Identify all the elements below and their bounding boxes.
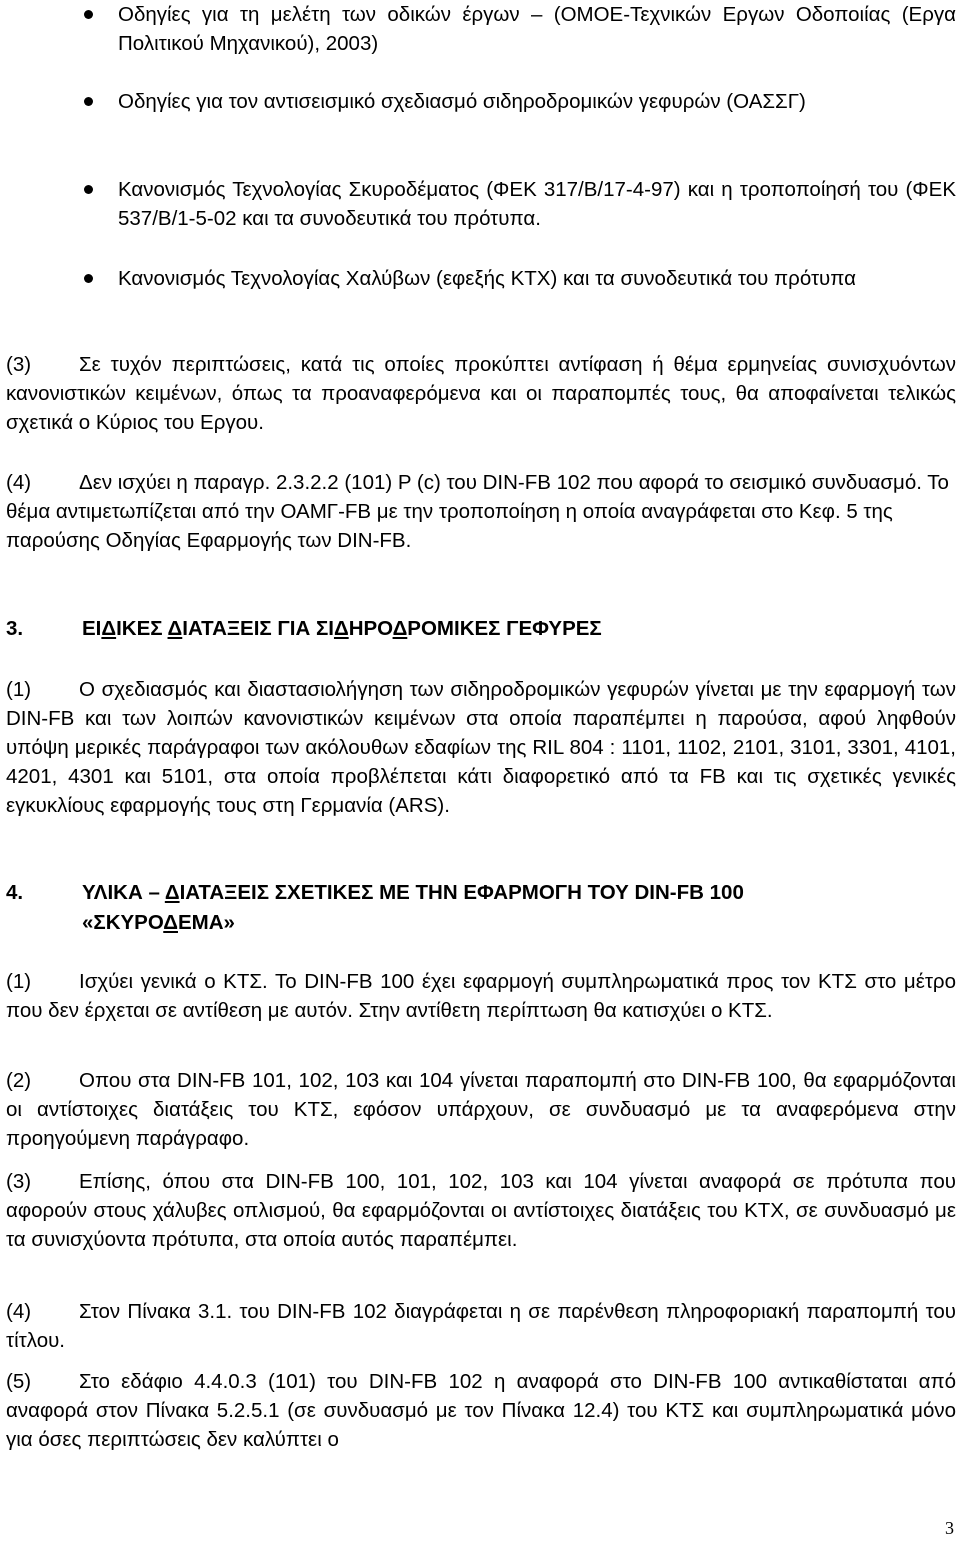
list-item-text: Κανονισμός Τεχνολογίας Σκυροδέματος (ΦΕΚ 317/Β/17-4-97) και η τροποποίησή του (ΦΕΚ 537/Β/1-5-02 και τα συνοδευτικά του πρότυπα. xyxy=(118,178,956,230)
page-number: 3 xyxy=(945,1518,954,1538)
paragraph-text: Οπου στα DIN-FB 101, 102, 103 και 104 γίνεται παραπομπή στο DIN-FB 100, θα εφαρμόζονται οι αντίστοιχες διατάξεις του ΚΤΣ, εφόσον υπάρχουν, σε συνδυασμό με τα αναφερόμενα στην προηγούμενη παράγραφο. xyxy=(6,1069,956,1150)
paragraph xyxy=(6,1367,956,1454)
section-number: 4. xyxy=(6,881,24,904)
paragraph xyxy=(6,1297,956,1355)
paragraph-number: (1) xyxy=(6,678,32,701)
paragraph-text: Ισχύει γενικά ο ΚΤΣ. Το DIN-FB 100 έχει εφαρμογή συμπληρωματικά προς τον ΚΤΣ στο μέτρο που δεν έρχεται σε αντίθεση με αυτόν. Στην αντίθετη περίπτωση θα κατισχύει ο ΚΤΣ. xyxy=(6,970,956,1022)
paragraph-text: Στον Πίνακα 3.1. του DIN-FB 102 διαγράφεται η σε παρένθεση πληροφοριακή παραπομπή του τίτλου. xyxy=(6,1300,956,1352)
paragraph-number: (4) xyxy=(6,1300,32,1323)
section-heading: 3. ΕΙΔΙΚΕΣ ΔΙΑΤΑΞΕΙΣ ΓΙΑ ΣΙΔΗΡΟΔΡΟΜΙΚΕΣ ΓΕΦΥΡΕΣ xyxy=(6,614,956,644)
bullet-icon xyxy=(84,185,93,194)
section-heading: 4. ΥΛΙΚΑ – ΔΙΑΤΑΞΕΙΣ ΣΧΕΤΙΚΕΣ ΜΕ ΤΗΝ ΕΦΑΡΜΟΓΗ ΤΟΥ DIN-FB 100 «ΣΚΥΡΟΔΕΜΑ» xyxy=(6,878,956,938)
paragraph-number: (5) xyxy=(6,1370,32,1393)
paragraph-text: Δεν ισχύει η παραγρ. 2.3.2.2 (101) P (c) του DIN-FB 102 που αφορά το σεισμικό συνδυασμό. Το θέμα αντιμετωπίζεται από την ΟΑΜΓ-FB με την τροποποίηση η οποία αναγράφεται στο Κεφ. 5 της παρούσης Οδηγίας Εφαρμογής των DIN-FB. xyxy=(6,471,949,552)
paragraph-text: Στο εδάφιο 4.4.0.3 (101) του DIN-FB 102 η αναφορά στο DIN-FB 100 αντικαθίσταται από αναφορά στον Πίνακα 5.2.5.1 (σε συνδυασμό με τον Πίνακα 12.4) του ΚΤΣ και συμπληρωματικά μόνο για όσες περιπτώσεις δεν καλύπτει ο xyxy=(6,1370,956,1451)
section-number: 3. xyxy=(6,617,24,640)
paragraph xyxy=(6,1167,956,1254)
paragraph xyxy=(6,675,956,820)
paragraph-number: (2) xyxy=(6,1069,32,1092)
paragraph xyxy=(6,350,956,437)
list-item-text: Οδηγίες για τον αντισεισμικό σχεδιασμό σιδηροδρομικών γεφυρών (ΟΑΣΣΓ) xyxy=(118,90,806,113)
paragraph xyxy=(6,468,956,555)
bullet-icon xyxy=(84,97,93,106)
list-item-text: Οδηγίες για τη μελέτη των οδικών έργων – (ΟΜΟΕ-Τεχνικών Εργων Οδοποιίας (Εργα Πολιτικού Μηχανικού), 2003) xyxy=(118,3,956,55)
paragraph xyxy=(6,967,956,1025)
paragraph-text: Σε τυχόν περιπτώσεις, κατά τις οποίες προκύπτει αντίφαση ή θέμα ερμηνείας συνισχυόντων κανονιστικών κειμένων, όπως τα προαναφερόμενα και οι παραπομπές τους, θα αποφαίνεται τελικώς σχετικά ο Κύριος του Εργου. xyxy=(6,353,956,434)
paragraph xyxy=(6,1066,956,1153)
paragraph-number: (4) xyxy=(6,471,32,494)
paragraph-number: (3) xyxy=(6,1170,32,1193)
paragraph-number: (1) xyxy=(6,970,32,993)
paragraph-text: Επίσης, όπου στα DIN-FB 100, 101, 102, 103 και 104 γίνεται αναφορά σε πρότυπα που αφορούν στους χάλυβες οπλισμού, θα εφαρμόζονται οι αντίστοιχες διατάξεις του ΚΤΧ, σε συνδυασμό με τα συνισχύοντα πρότυπα, στα οποία αυτός παραπέμπει. xyxy=(6,1170,956,1251)
paragraph-number: (3) xyxy=(6,353,32,376)
bullet-icon xyxy=(84,10,93,19)
bullet-icon xyxy=(84,274,93,283)
list-item-text: Κανονισμός Τεχνολογίας Χαλύβων (εφεξής ΚΤΧ) και τα συνοδευτικά του πρότυπα xyxy=(118,267,856,290)
paragraph-text: Ο σχεδιασμός και διαστασιολήγηση των σιδηροδρομικών γεφυρών γίνεται με την εφαρμογή των DIN-FB και των λοιπών κανονιστικών κειμένων στα οποία παραπέμπει η παρούσα, αφού ληφθούν υπόψη μερικές παράγραφοι των ακόλουθων εδαφίων της RIL 804 : 1101, 1102, 2101, 3101, 3301, 4101, 4201, 4301 και 5101, στα οποία προβλέπεται κάτι διαφορετικό από τα FB και τις σχετικές γενικές εγκυκλίους εφαρμογής τους στη Γερμανία (ARS). xyxy=(6,678,956,817)
